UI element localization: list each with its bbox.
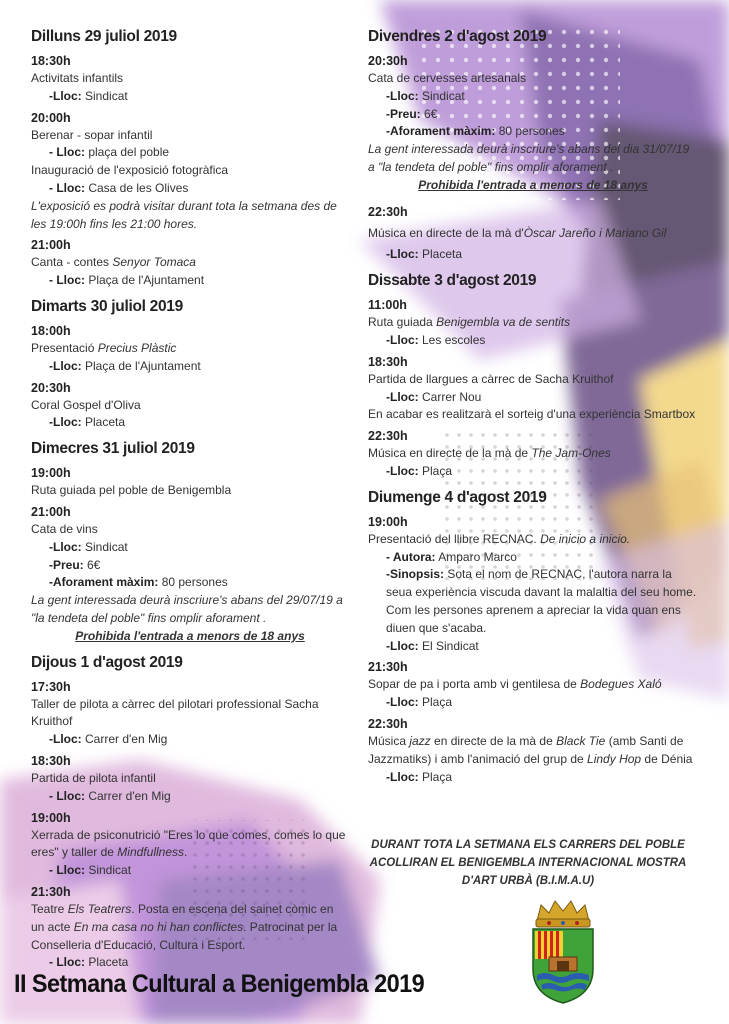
day-section-diumenge (368, 489, 698, 787)
event-activity: Partida de llargues a càrrec de Sacha Kruithof (368, 371, 614, 386)
street-art-notice: DURANT TOTA LA SETMANA ELS CARRERS DEL POBLE ACOLLIRAN EL BENIGEMBLA INTERNACIONAL MOSTRA D'ART URBÀ (B.I.M.A.U) (369, 839, 687, 887)
event-location: - Lloc: Casa de les Olives (49, 180, 189, 195)
event-activity: Partida de pilota infantil (31, 770, 156, 785)
event-time: 21:00h (31, 504, 71, 519)
event-note: La gent interessada deurà inscriure's abans del dia 31/07/19 a "la tendeta del poble" fins omplir aforament . (368, 142, 690, 174)
day-heading: Dijous 1 d'agost 2019 (31, 653, 183, 671)
day-section-dimecres (31, 440, 349, 645)
day-section-dijous (31, 654, 349, 973)
event-time: 19:00h (31, 466, 71, 481)
age-restriction-notice: Prohibida l'entrada a menors de 18 anys (75, 628, 305, 643)
page-title: II Setmana Cultural a Benigembla 2019 (14, 970, 425, 998)
event-activity: Canta - contes Senyor Tomaca (31, 255, 196, 270)
event-capacity: -Aforament màxim: 80 persones (49, 575, 228, 590)
event-activity: Música jazz en directe de la mà de Black Tie (amb Santi de Jazzmatiks) i amb l'animació del grup de Lindy Hop de Dénia (368, 733, 693, 766)
left-column (31, 28, 349, 972)
event-activity: Presentació del llibre RECNAC. De inicio a inicio. (368, 531, 631, 546)
event-time: 21:30h (31, 884, 71, 899)
event-synopsis: -Sinopsis: Sota el nom de RECNAC, l'autora narra la seua experiència viscuda davant la malaltia del seu home. Com les persones aprenem a apreciar la vida quan ens diuen que s'acaba. (386, 567, 697, 635)
event-author: - Autora: Amparo Marco (386, 549, 517, 564)
event-capacity: -Aforament màxim: 80 persones (386, 124, 565, 139)
event-activity: Ruta guiada Benigembla va de sentits (368, 315, 571, 330)
day-heading: Dimecres 31 juliol 2019 (31, 440, 195, 458)
event-time: 22:30h (368, 716, 408, 731)
event-time: 21:00h (31, 238, 71, 253)
event-activity: Sopar de pa i porta amb vi gentilesa de Bodegues Xaló (368, 677, 662, 692)
event-activity: Xerrada de psiconutrició "Eres lo que comes, comes lo que eres" y taller de Mindfullness. (31, 827, 346, 860)
day-heading: Diumenge 4 d'agost 2019 (368, 488, 547, 506)
event-location: -Lloc: Sindicat (49, 88, 128, 103)
event-activity: Berenar - sopar infantil (31, 127, 153, 142)
event-location: -Lloc: Placeta (49, 415, 126, 430)
event-location: -Lloc: Plaça de l'Ajuntament (49, 358, 201, 373)
event-activity: Activitats infantils (31, 71, 124, 85)
day-heading: Dimarts 30 juliol 2019 (31, 297, 183, 315)
day-section-dilluns (31, 28, 349, 290)
benigembla-coat-of-arms-icon (527, 895, 599, 1005)
event-location: -Lloc: Sindicat (49, 539, 128, 554)
event-location: -Lloc: Sindicat (386, 88, 465, 103)
event-location: - Lloc: Plaça de l'Ajuntament (49, 273, 205, 288)
event-activity: Música en directe de la mà de The Jam-Ones (368, 446, 611, 461)
event-time: 20:00h (31, 110, 71, 125)
event-note: L'exposició es podrà visitar durant tota la setmana des de les 19:00h fins les 21:00 hores. (31, 198, 337, 231)
event-time: 19:00h (31, 810, 71, 825)
event-time: 18:30h (31, 54, 71, 68)
event-location: - Lloc: Carrer d'en Mig (49, 788, 171, 803)
event-activity: Ruta guiada pel poble de Benigembla (31, 483, 232, 498)
day-heading: Dilluns 29 juliol 2019 (31, 28, 177, 45)
event-location: - Lloc: Placeta (49, 955, 129, 970)
event-price: -Preu: 6€ (386, 106, 438, 121)
day-section-divendres (368, 28, 698, 264)
event-note: En acabar es realitzarà el sorteig d'una experiència Smartbox (368, 407, 696, 422)
event-time: 22:30h (368, 429, 408, 444)
day-heading: Divendres 2 d'agost 2019 (368, 28, 547, 45)
day-section-dimarts (31, 298, 349, 432)
event-location: -Lloc: Plaça (386, 463, 453, 478)
event-time: 21:30h (368, 660, 408, 675)
event-location: -Lloc: Placeta (386, 247, 463, 262)
day-section-dissabte (368, 272, 698, 481)
event-activity: Coral Gospel d'Oliva (31, 397, 141, 412)
event-location: -Lloc: Carrer d'en Mig (49, 732, 168, 747)
event-location: -Lloc: Plaça (386, 695, 453, 710)
event-location: -Lloc: El Sindicat (386, 638, 479, 653)
event-location: -Lloc: Carrer Nou (386, 389, 482, 404)
event-activity: Cata de cervesses artesanals (368, 71, 527, 85)
event-location: -Lloc: Les escoles (386, 332, 486, 347)
event-location: -Lloc: Plaça (386, 769, 453, 784)
event-activity: Teatre Els Teatrers. Posta en escena del sainet còmic en un acte En ma casa no hi han conflictes. Patrocinat per la Conselleria d'Educació, Cultura i Esport. (31, 901, 338, 952)
event-time: 20:30h (31, 380, 71, 395)
event-activity: Inauguració de l'exposició fotogràfica (31, 163, 229, 178)
event-note: La gent interessada deurà inscriure's abans del 29/07/19 a "la tendeta del poble" fins omplir aforament . (31, 593, 343, 625)
event-activity: Música en directe de la mà d'Òscar Jareño i Mariano Gil (368, 225, 667, 240)
age-restriction-notice: Prohibida l'entrada a menors de 18 anys (418, 177, 648, 192)
event-time: 19:00h (368, 514, 408, 529)
event-location: - Lloc: Sindicat (49, 863, 132, 878)
event-activity: Taller de pilota a càrrec del pilotari professional Sacha Kruithof (31, 696, 319, 729)
event-time: 18:30h (368, 354, 408, 369)
event-activity: Presentació Precius Plàstic (31, 340, 177, 355)
event-time: 22:30h (368, 204, 408, 219)
event-time: 11:00h (368, 298, 407, 313)
event-time: 17:30h (31, 679, 71, 694)
right-column (368, 28, 698, 786)
event-price: -Preu: 6€ (49, 557, 101, 572)
event-time: 20:30h (368, 54, 408, 68)
event-time: 18:30h (31, 753, 71, 768)
event-activity: Cata de vins (31, 521, 98, 536)
day-heading: Dissabte 3 d'agost 2019 (368, 272, 537, 290)
event-location: - Lloc: plaça del poble (49, 145, 170, 160)
event-time: 18:00h (31, 323, 71, 338)
